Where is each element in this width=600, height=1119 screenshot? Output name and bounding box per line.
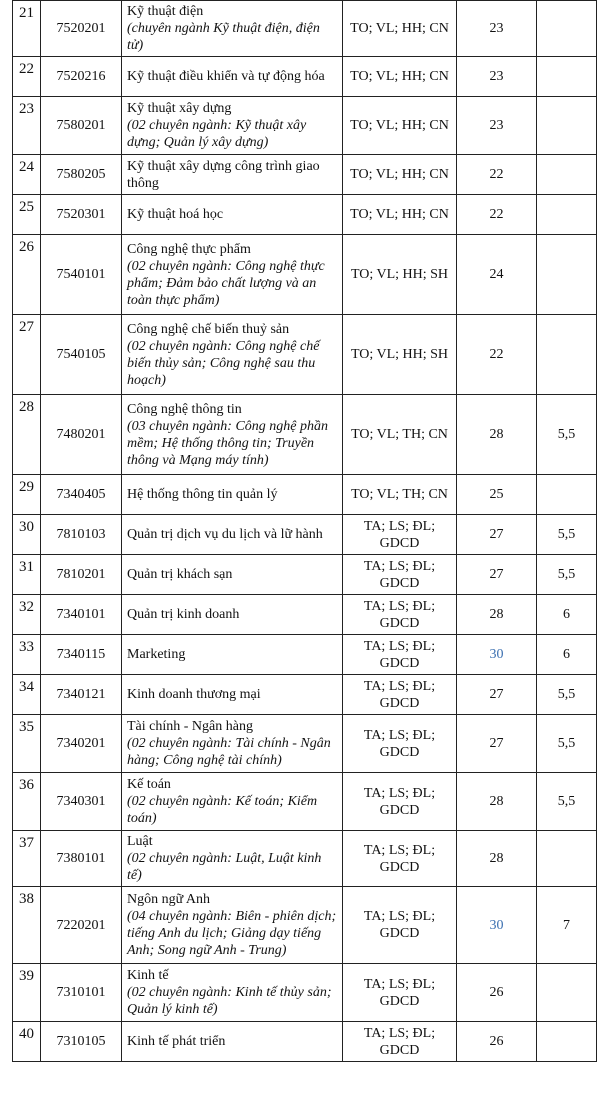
score-threshold: 27 <box>457 515 537 555</box>
extra-requirement: 6 <box>537 635 597 675</box>
table-row <box>13 515 597 555</box>
row-number: 25 <box>13 195 41 235</box>
score-threshold: 22 <box>457 315 537 395</box>
program-name-cell <box>122 395 343 475</box>
subject-combination: TA; LS; ĐL; GDCD <box>343 515 457 555</box>
program-specializations: (02 chuyên ngành: Công nghệ chế biến thủy sản; Công nghệ sau thu hoạch) <box>127 338 320 388</box>
row-number: 36 <box>13 773 41 831</box>
row-number: 22 <box>13 57 41 97</box>
table-row <box>13 635 597 675</box>
subject-combination: TO; VL; HH; CN <box>343 57 457 97</box>
table-row <box>13 964 597 1022</box>
row-number: 29 <box>13 475 41 515</box>
program-name-cell <box>122 1022 343 1062</box>
program-name: Kỹ thuật xây dựng công trình giao thông <box>127 158 320 191</box>
program-name: Kế toán <box>127 777 171 792</box>
program-name: Quản trị dịch vụ du lịch và lữ hành <box>127 527 323 542</box>
table-row <box>13 195 597 235</box>
program-name-cell <box>122 887 343 964</box>
extra-requirement <box>537 315 597 395</box>
subject-combination: TO; VL; HH; CN <box>343 1 457 57</box>
table-row <box>13 675 597 715</box>
subject-combination: TO; VL; HH; SH <box>343 315 457 395</box>
extra-requirement: 6 <box>537 595 597 635</box>
extra-requirement: 5,5 <box>537 675 597 715</box>
program-specializations: (02 chuyên ngành: Kỹ thuật xây dựng; Quản lý xây dựng) <box>127 118 307 150</box>
program-code: 7340405 <box>41 475 122 515</box>
extra-requirement <box>537 1022 597 1062</box>
table-row <box>13 555 597 595</box>
score-threshold: 26 <box>457 964 537 1022</box>
row-number: 40 <box>13 1022 41 1062</box>
score-threshold: 28 <box>457 831 537 887</box>
program-name-cell <box>122 964 343 1022</box>
extra-requirement <box>537 235 597 315</box>
program-code: 7340301 <box>41 773 122 831</box>
program-specializations: (02 chuyên ngành: Kế toán; Kiểm toán) <box>127 794 318 826</box>
subject-combination: TO; VL; HH; SH <box>343 235 457 315</box>
program-code: 7810103 <box>41 515 122 555</box>
score-threshold: 28 <box>457 395 537 475</box>
program-code: 7310105 <box>41 1022 122 1062</box>
row-number: 33 <box>13 635 41 675</box>
program-name-cell <box>122 515 343 555</box>
table-row <box>13 715 597 773</box>
table-body <box>13 1 597 1062</box>
program-code: 7480201 <box>41 395 122 475</box>
table-row <box>13 595 597 635</box>
extra-requirement: 7 <box>537 887 597 964</box>
score-threshold: 26 <box>457 1022 537 1062</box>
score-threshold: 30 <box>457 887 537 964</box>
table-row <box>13 155 597 195</box>
program-specializations: (chuyên ngành Kỹ thuật điện, điện tử) <box>127 21 320 53</box>
score-threshold: 30 <box>457 635 537 675</box>
program-name: Ngôn ngữ Anh <box>127 892 211 907</box>
program-name-cell <box>122 195 343 235</box>
row-number: 30 <box>13 515 41 555</box>
score-threshold: 28 <box>457 595 537 635</box>
subject-combination: TO; VL; TH; CN <box>343 395 457 475</box>
program-specializations: (03 chuyên ngành: Công nghệ phần mềm; Hệ thống thông tin; Truyền thông và Mạng máy tính) <box>127 418 329 468</box>
program-name-cell <box>122 97 343 155</box>
subject-combination: TA; LS; ĐL; GDCD <box>343 635 457 675</box>
table-row <box>13 315 597 395</box>
table-row <box>13 57 597 97</box>
table-row <box>13 395 597 475</box>
program-name-cell <box>122 315 343 395</box>
program-name: Luật <box>127 834 153 849</box>
program-name-cell <box>122 831 343 887</box>
program-code: 7340115 <box>41 635 122 675</box>
score-threshold: 22 <box>457 195 537 235</box>
row-number: 21 <box>13 1 41 57</box>
program-name-cell <box>122 773 343 831</box>
program-name: Quản trị khách sạn <box>127 567 233 582</box>
program-code: 7520216 <box>41 57 122 97</box>
subject-combination: TO; VL; HH; CN <box>343 195 457 235</box>
program-name: Kinh doanh thương mại <box>127 687 261 702</box>
subject-combination: TO; VL; TH; CN <box>343 475 457 515</box>
table-row <box>13 887 597 964</box>
program-name-cell <box>122 595 343 635</box>
extra-requirement <box>537 964 597 1022</box>
score-threshold: 27 <box>457 555 537 595</box>
score-threshold: 27 <box>457 675 537 715</box>
subject-combination: TA; LS; ĐL; GDCD <box>343 964 457 1022</box>
program-name-cell <box>122 155 343 195</box>
subject-combination: TA; LS; ĐL; GDCD <box>343 555 457 595</box>
row-number: 28 <box>13 395 41 475</box>
program-name-cell <box>122 57 343 97</box>
row-number: 35 <box>13 715 41 773</box>
extra-requirement: 5,5 <box>537 773 597 831</box>
table-row <box>13 1022 597 1062</box>
extra-requirement: 5,5 <box>537 515 597 555</box>
program-name-cell <box>122 1 343 57</box>
program-specializations: (04 chuyên ngành: Biên - phiên dịch; tiếng Anh du lịch; Giảng dạy tiếng Anh; Song ngữ Anh - Trung) <box>127 909 337 958</box>
extra-requirement: 5,5 <box>537 555 597 595</box>
admission-table <box>12 0 597 1062</box>
table-row <box>13 97 597 155</box>
row-number: 37 <box>13 831 41 887</box>
program-name-cell <box>122 235 343 315</box>
table-row <box>13 773 597 831</box>
extra-requirement: 5,5 <box>537 395 597 475</box>
row-number: 39 <box>13 964 41 1022</box>
program-name: Kỹ thuật xây dựng <box>127 101 232 116</box>
score-threshold: 24 <box>457 235 537 315</box>
program-name: Marketing <box>127 647 186 662</box>
program-code: 7540101 <box>41 235 122 315</box>
program-specializations: (02 chuyên ngành: Tài chính - Ngân hàng; Công nghệ tài chính) <box>127 736 331 768</box>
program-name-cell <box>122 715 343 773</box>
program-code: 7340201 <box>41 715 122 773</box>
subject-combination: TA; LS; ĐL; GDCD <box>343 595 457 635</box>
program-name: Kỹ thuật điện <box>127 4 204 19</box>
program-code: 7380101 <box>41 831 122 887</box>
score-threshold: 23 <box>457 1 537 57</box>
row-number: 32 <box>13 595 41 635</box>
subject-combination: TA; LS; ĐL; GDCD <box>343 715 457 773</box>
table-row <box>13 831 597 887</box>
program-name-cell <box>122 675 343 715</box>
program-name: Kinh tế <box>127 968 169 983</box>
program-name: Kinh tế phát triển <box>127 1034 226 1049</box>
row-number: 38 <box>13 887 41 964</box>
program-code: 7580201 <box>41 97 122 155</box>
program-code: 7520301 <box>41 195 122 235</box>
row-number: 31 <box>13 555 41 595</box>
extra-requirement <box>537 195 597 235</box>
extra-requirement <box>537 57 597 97</box>
program-name: Công nghệ thực phẩm <box>127 241 251 257</box>
program-specializations: (02 chuyên ngành: Kinh tế thủy sản; Quản lý kinh tế) <box>127 985 332 1017</box>
score-threshold: 28 <box>457 773 537 831</box>
program-name-cell <box>122 475 343 515</box>
extra-requirement <box>537 475 597 515</box>
program-specializations: (02 chuyên ngành: Luật, Luật kinh tế) <box>127 851 322 883</box>
row-number: 34 <box>13 675 41 715</box>
extra-requirement <box>537 831 597 887</box>
score-threshold: 22 <box>457 155 537 195</box>
subject-combination: TA; LS; ĐL; GDCD <box>343 773 457 831</box>
subject-combination: TO; VL; HH; CN <box>343 155 457 195</box>
row-number: 27 <box>13 315 41 395</box>
row-number: 23 <box>13 97 41 155</box>
program-name: Công nghệ chế biến thuỷ sản <box>127 321 290 337</box>
program-code: 7580205 <box>41 155 122 195</box>
subject-combination: TA; LS; ĐL; GDCD <box>343 1022 457 1062</box>
program-code: 7340101 <box>41 595 122 635</box>
table-row <box>13 1 597 57</box>
program-name-cell <box>122 555 343 595</box>
program-name: Tài chính - Ngân hàng <box>127 719 253 734</box>
program-name: Kỹ thuật hoá học <box>127 207 224 222</box>
score-threshold: 25 <box>457 475 537 515</box>
program-name-cell <box>122 635 343 675</box>
row-number: 26 <box>13 235 41 315</box>
program-name: Kỹ thuật điều khiển và tự động hóa <box>127 69 325 84</box>
subject-combination: TA; LS; ĐL; GDCD <box>343 831 457 887</box>
score-threshold: 23 <box>457 57 537 97</box>
program-code: 7310101 <box>41 964 122 1022</box>
program-name: Công nghệ thông tin <box>127 401 242 417</box>
program-code: 7810201 <box>41 555 122 595</box>
score-threshold: 27 <box>457 715 537 773</box>
extra-requirement: 5,5 <box>537 715 597 773</box>
program-code: 7540105 <box>41 315 122 395</box>
subject-combination: TA; LS; ĐL; GDCD <box>343 675 457 715</box>
table-row <box>13 235 597 315</box>
extra-requirement <box>537 155 597 195</box>
score-threshold: 23 <box>457 97 537 155</box>
table-row <box>13 475 597 515</box>
row-number: 24 <box>13 155 41 195</box>
program-name: Hệ thống thông tin quản lý <box>127 487 278 502</box>
subject-combination: TO; VL; HH; CN <box>343 97 457 155</box>
program-code: 7520201 <box>41 1 122 57</box>
extra-requirement <box>537 97 597 155</box>
program-code: 7340121 <box>41 675 122 715</box>
subject-combination: TA; LS; ĐL; GDCD <box>343 887 457 964</box>
program-code: 7220201 <box>41 887 122 964</box>
program-specializations: (02 chuyên ngành: Công nghệ thực phẩm; Đảm bảo chất lượng và an toàn thực phẩm) <box>127 258 325 308</box>
extra-requirement <box>537 1 597 57</box>
program-name: Quản trị kinh doanh <box>127 607 240 622</box>
